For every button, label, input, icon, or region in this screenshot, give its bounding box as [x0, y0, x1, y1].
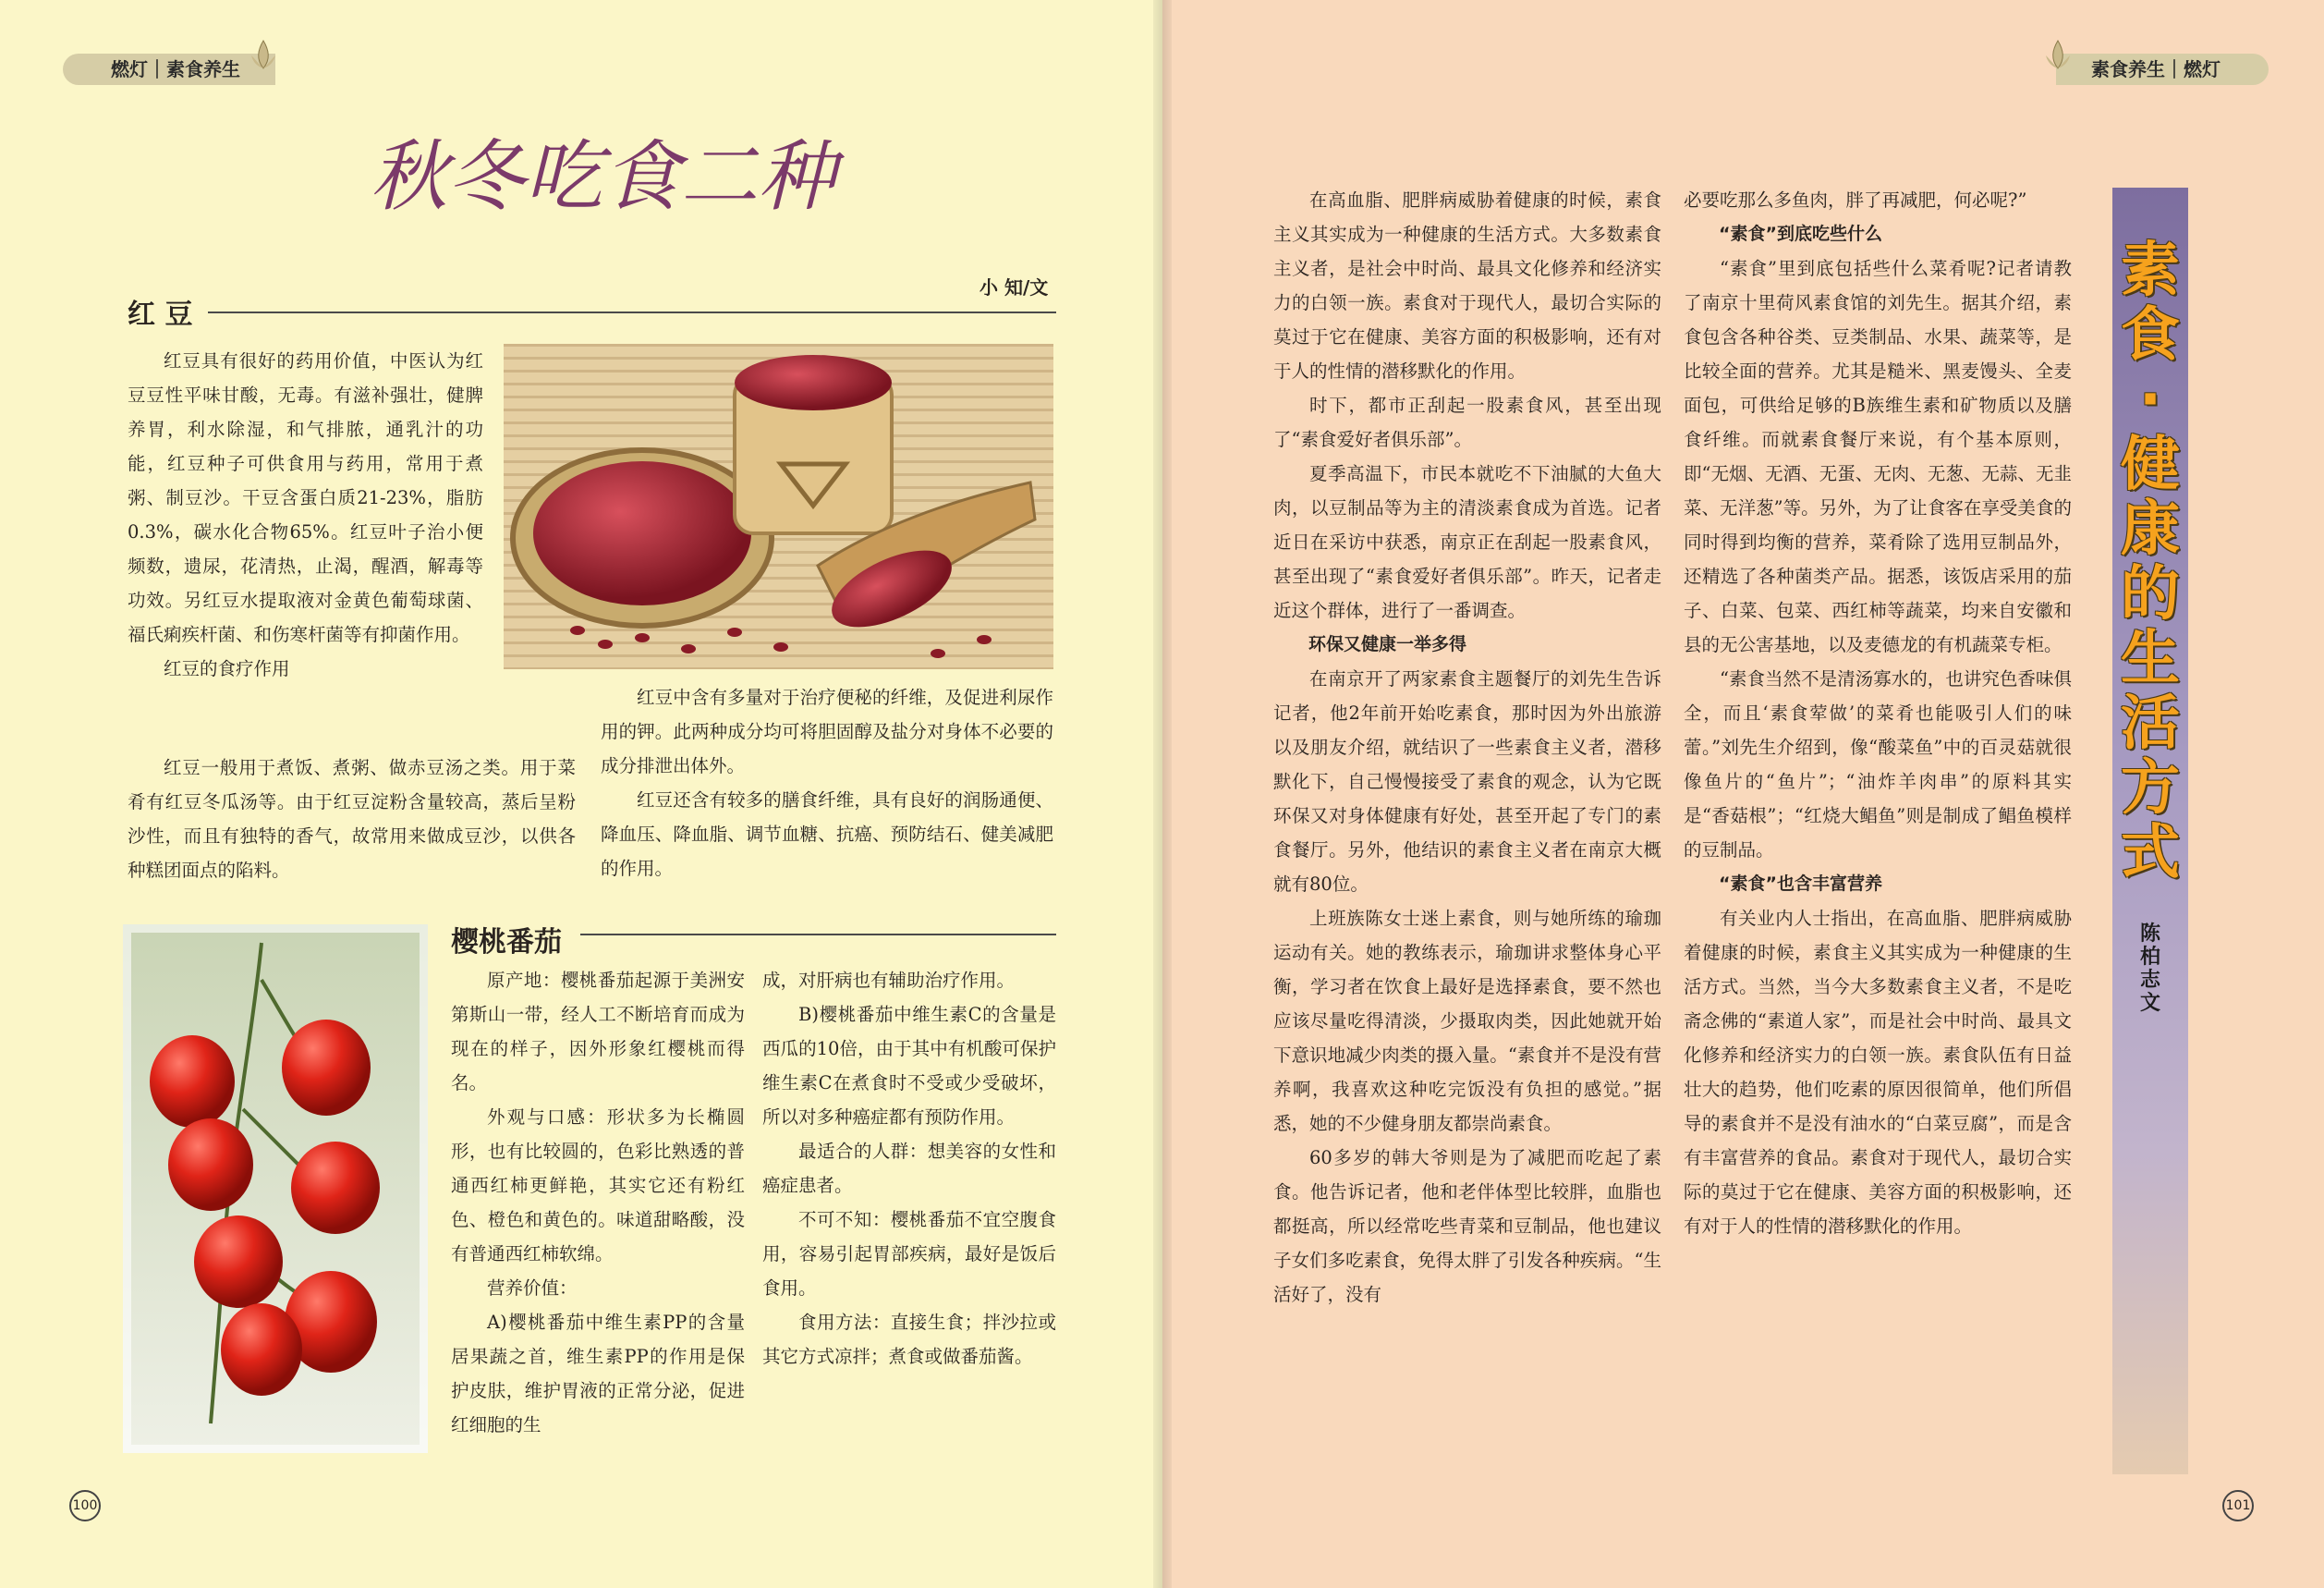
banner-char: 的: [2121, 560, 2180, 629]
banner-char: 食: [2121, 301, 2180, 370]
article-paragraph: “素食当然不是清汤寡水的，也讲究色香味俱全，而且‘素食荤做’的菜肴也能吸引人们的味蕾。”刘先生介绍到，像“酸菜鱼”中的百灵菇就很像鱼片的“鱼片”；“油炸羊肉串”的原料其实是“香菇根”；“红烧大鲳鱼”则是制成了鲳鱼模样的豆制品。: [1684, 668, 2072, 861]
red-bean-photo: [504, 344, 1053, 669]
banner-char: ·: [2138, 366, 2162, 434]
section-subheading: “素食”到底吃些什么: [1719, 224, 1882, 244]
tomato-para: 原产地：樱桃番茄起源于美洲安第斯山一带，经人工不断培育而成为现在的样子，因外形象红樱桃而得名。: [451, 970, 745, 1093]
tomato-para: A)樱桃番茄中维生素PP的含量居果蔬之首，维生素PP的作用是保护皮肤，维护胃液的正常分泌，促进红细胞的生: [451, 1312, 745, 1435]
banner-char: 文: [2139, 992, 2160, 1015]
tomato-para: 外观与口感：形状多为长椭圆形，也有比较圆的，色彩比熟透的普通西红柿更鲜艳，其实它还有粉红色、橙色和黄色的。味道甜略酸，没有普通西红柿软绵。: [451, 1106, 745, 1264]
article-title-text: 秋冬吃食二种: [370, 131, 836, 222]
lotus-ornament-icon: [2042, 37, 2074, 74]
article-paragraph: 在高血脂、肥胖病威胁着健康的时候，素食主义其实成为一种健康的生活方式。大多数素食主义者，是社会中时尚、最具文化修养和经济实力的白领一族。素食对于现代人，最切合实际的莫过于它在健康、美容方面的积极影响，还有对于人的性情的潜移默化的作用。: [1273, 189, 1661, 382]
section-subheading: “素食”也含丰富营养: [1719, 873, 1882, 894]
hongdou-rule: [208, 311, 1056, 313]
article-paragraph: 在南京开了两家素食主题餐厅的刘先生告诉记者，他2年前开始吃素食，那时因为外出旅游以及朋友介绍，就结识了一些素食主义者，潜移默化下，自己慢慢接受了素食的观念，认为它既环保又对身体健康有好处，甚至开起了专门的素食餐厅。另外，他结识的素食主义者在南京大概就有80位。: [1273, 668, 1661, 895]
tomato-heading: 樱桃番茄: [451, 926, 562, 959]
left-header-tab: [63, 54, 275, 85]
article-title: [370, 129, 887, 250]
tomato-rule: [580, 934, 1056, 935]
tomato-col2: [762, 963, 1056, 1374]
article-paragraph: 上班族陈女士迷上素食，则与她所练的瑜珈运动有关。她的教练表示，瑜珈讲求整体身心平衡，学习者在饮食上最好是选择素食，要不然也应该尽量吃得清淡，少摄取肉类，因此她就开始下意识地减少肉类的摄入量。“素食并不是没有营养啊，我喜欢这种吃完饭没有负担的感觉。”据悉，她的不少健身朋友都崇尚素食。: [1273, 908, 1661, 1134]
article-paragraph: 必要吃那么多鱼肉，胖了再减肥，何必呢?”: [1684, 189, 2027, 211]
banner-char: 柏: [2139, 946, 2160, 969]
right-col2: [1684, 183, 2072, 1243]
tomato-col1: [451, 963, 745, 1442]
hongdou-col1-bottom: [128, 751, 576, 887]
tomato-para: 不可不知：樱桃番茄不宜空腹食用，容易引起胃部疾病，最好是饭后食用。: [762, 1209, 1056, 1299]
hongdou-para: 红豆一般用于煮饭、煮粥、做赤豆汤之类。用于菜肴有红豆冬瓜汤等。由于红豆淀粉含量较高，蒸后呈粉沙性，而且有独特的香气，故常用来做成豆沙，以供各种糕团面点的陷料。: [128, 757, 576, 881]
right-header-label: 素食养生｜燃灯: [2091, 58, 2221, 80]
article-paragraph: 有关业内人士指出，在高血脂、肥胖病威胁着健康的时候，素食主义其实成为一种健康的生活方式。当然，当今大多数素食主义者，不是吃斋念佛的“素道人家”，而是社会中时尚、最具文化修养和经济实力的白领一族。素食队伍有日益壮大的趋势，他们吃素的原因很简单，他们所倡导的素食并不是没有油水的“白菜豆腐”，而是含有丰富营养的食品。素食对于现代人，最切合实际的莫过于它在健康、美容方面的积极影响，还有对于人的性情的潜移默化的作用。: [1684, 908, 2072, 1237]
page-number-right: 101: [2222, 1490, 2254, 1521]
cherry-tomato-photo: [123, 924, 428, 1453]
page-spine: [1153, 0, 1172, 1588]
article-paragraph: 时下，都市正刮起一股素食风，甚至出现了“素食爱好者俱乐部”。: [1273, 395, 1661, 450]
hongdou-subtitle: 红豆的食疗作用: [164, 658, 290, 679]
section-subheading: 环保又健康一举多得: [1308, 634, 1467, 654]
banner-char: 素: [2121, 237, 2180, 305]
banner-char: 健: [2121, 431, 2180, 499]
hongdou-para: 红豆具有很好的药用价值，中医认为红豆豆性平味甘酸，无毒。有滋补强壮，健脾养胃，利水除湿，和气排脓，通乳汁的功能，红豆种子可供食用与药用，常用于煮粥、制豆沙。干豆含蛋白质21-23%，脂肪0.3%，碳水化合物65%。红豆叶子治小便频数，遗尿，花清热，止渴，醒酒，解毒等功效。另红豆水提取液对金黄色葡萄球菌、福氏痢疾杆菌、和伤寒杆菌等有抑菌作用。: [128, 350, 483, 645]
banner-char: 生: [2121, 625, 2180, 693]
side-banner: [2112, 188, 2188, 1474]
tomato-para: 最适合的人群：想美容的女性和癌症患者。: [762, 1141, 1056, 1196]
byline: 小 知/文: [979, 276, 1049, 299]
hongdou-heading: 红 豆: [128, 299, 193, 331]
banner-char: 陈: [2139, 922, 2160, 946]
hongdou-col1: [128, 344, 483, 686]
tomato-para: 成，对肝病也有辅助治疗作用。: [762, 970, 1016, 991]
tomato-para: B)樱桃番茄中维生素C的含量是西瓜的10倍，由于其中有机酸可保护维生素C在煮食时不受或少受破坏，所以对多种癌症都有预防作用。: [762, 1004, 1056, 1128]
banner-char: 式: [2121, 819, 2180, 887]
page-number-left: 100: [69, 1490, 101, 1521]
article-paragraph: 夏季高温下，市民本就吃不下油腻的大鱼大肉，以豆制品等为主的清淡素食成为首选。记者近日在采访中获悉，南京正在刮起一股素食风，甚至出现了“素食爱好者俱乐部”。昨天，记者走近这个群体，进行了一番调查。: [1273, 463, 1661, 621]
hongdou-para: 红豆还含有较多的膳食纤维，具有良好的润肠通便、降血压、降血脂、调节血糖、抗癌、预防结石、健美减肥的作用。: [601, 789, 1053, 879]
lotus-ornament-icon: [248, 37, 279, 74]
tomato-para: 食用方法：直接生食；拌沙拉或其它方式凉拌；煮食或做番茄酱。: [762, 1312, 1056, 1367]
article-paragraph: “素食”里到底包括些什么菜肴呢?记者请教了南京十里荷风素食馆的刘先生。据其介绍，素食包含各种谷类、豆类制品、水果、蔬菜等，是比较全面的营养。尤其是糙米、黑麦馒头、全麦面包，可供给足够的B族维生素和矿物质以及膳食纤维。而就素食餐厅来说，有个基本原则，即“无烟、无酒、无蛋、无肉、无葱、无蒜、无韭菜、无洋葱”等。另外，为了让食客在享受美食的同时得到均衡的营养，菜肴除了选用豆制品外，还精选了各种菌类产品。据悉，该饭店采用的茄子、白菜、包菜、西红柿等蔬菜，均来自安徽和县的无公害基地，以及麦德龙的有机蔬菜专柜。: [1684, 258, 2072, 655]
banner-char: 方: [2121, 754, 2180, 823]
banner-char: 志: [2139, 969, 2160, 992]
banner-author: [2112, 922, 2188, 1015]
right-header-tab: [2056, 54, 2269, 85]
hongdou-col2: [601, 680, 1053, 886]
banner-char: 活: [2121, 690, 2180, 758]
left-header-label: 燃灯｜素食养生: [111, 58, 240, 80]
right-col1: [1273, 183, 1661, 1312]
banner-char: 康: [2121, 495, 2180, 564]
article-paragraph: 60多岁的韩大爷则是为了减肥而吃起了素食。他告诉记者，他和老伴体型比较胖，血脂也都挺高，所以经常吃些青菜和豆制品，他也建议子女们多吃素食，免得太胖了引发各种疾病。“生活好了，没有: [1273, 1147, 1661, 1305]
hongdou-para: 红豆中含有多量对于治疗便秘的纤维，及促进利尿作用的钾。此两种成分均可将胆固醇及盐分对身体不必要的成分排泄出体外。: [601, 687, 1053, 776]
banner-title: [2112, 238, 2188, 886]
tomato-para: 营养价值：: [487, 1277, 578, 1299]
